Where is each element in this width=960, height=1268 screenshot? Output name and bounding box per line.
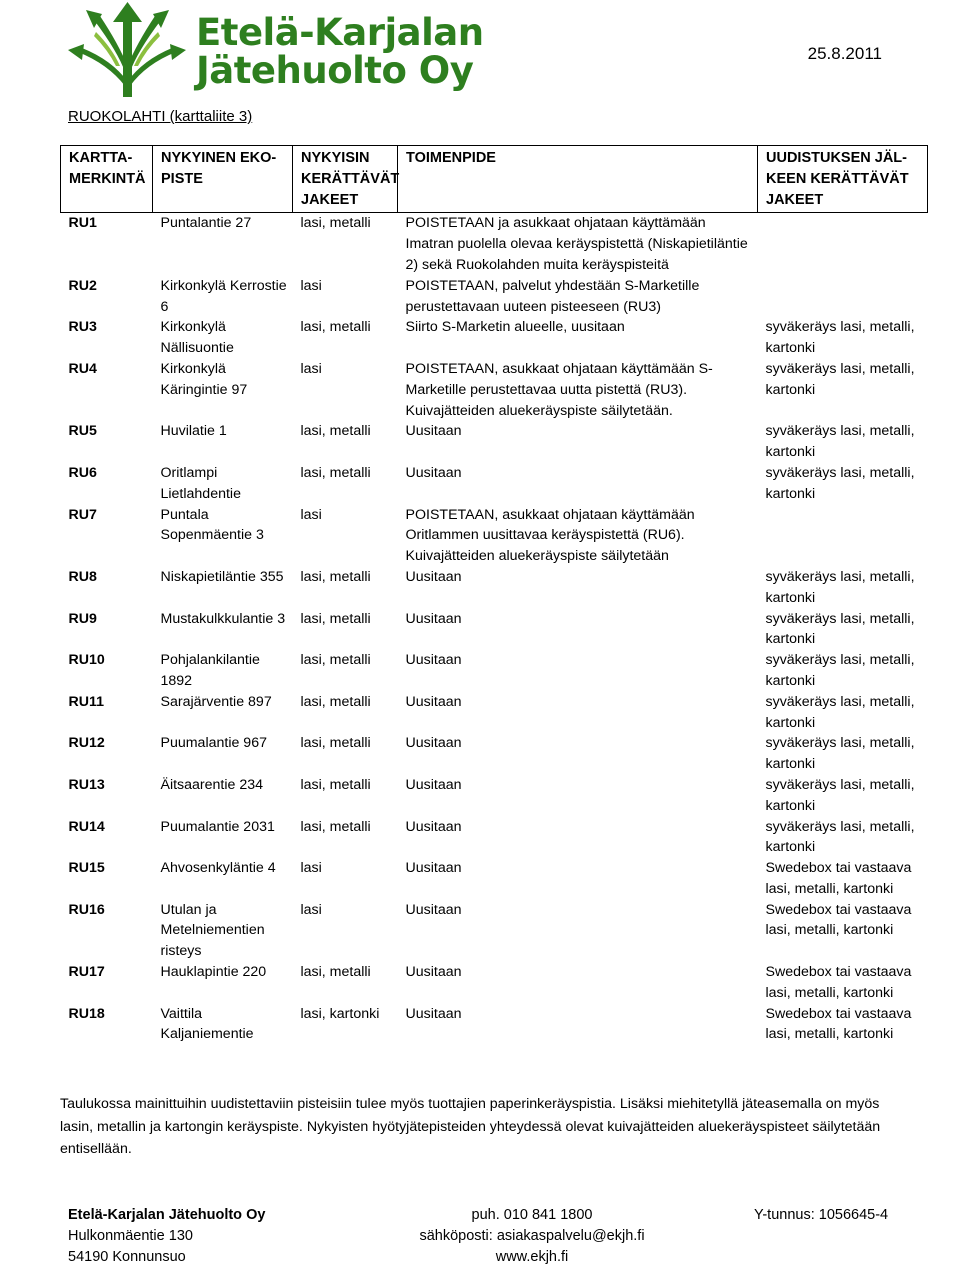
- row-location: Hauklapintie 220: [160, 964, 267, 981]
- row-future-fractions: Swedebox tai vastaava lasi, metalli, kartonki: [765, 901, 912, 939]
- table-header-row: [61, 146, 928, 213]
- row-current-fractions: lasi, metalli: [300, 464, 371, 481]
- row-action: Uusitaan: [405, 735, 462, 752]
- row-location: Puntala Sopenmäentie 3: [160, 506, 264, 544]
- row-current-fractions: lasi, metalli: [300, 215, 371, 232]
- row-action: Uusitaan: [405, 652, 462, 669]
- row-code: RU7: [68, 506, 97, 523]
- table-row: [61, 317, 928, 359]
- row-action: Uusitaan: [405, 568, 462, 585]
- row-location: Ahvosenkyläntie 4: [160, 860, 276, 877]
- row-code: RU5: [68, 423, 97, 440]
- row-code: RU9: [68, 610, 97, 627]
- header-current-fractions: NYKYISIN KERÄTTÄVÄT JAKEET: [293, 146, 398, 213]
- row-code: RU18: [68, 1005, 105, 1022]
- document-date: 25.8.2011: [807, 44, 882, 63]
- row-current-fractions: lasi: [300, 506, 322, 523]
- header-map-code: KARTTA- MERKINTÄ: [61, 146, 153, 213]
- row-code: RU14: [68, 818, 105, 835]
- row-action: Uusitaan: [405, 464, 462, 481]
- row-current-fractions: lasi, metalli: [300, 818, 371, 835]
- table-row: [61, 609, 928, 651]
- row-code: RU12: [68, 735, 105, 752]
- row-code: RU2: [68, 277, 97, 294]
- row-location: Oritlampi Lietlahdentie: [160, 464, 241, 502]
- row-future-fractions: Swedebox tai vastaava lasi, metalli, kartonki: [765, 1005, 912, 1043]
- table-body: [61, 213, 928, 1045]
- table-row: [61, 733, 928, 775]
- row-current-fractions: lasi, metalli: [300, 610, 371, 627]
- row-code: RU6: [68, 464, 97, 481]
- row-code: RU10: [68, 652, 105, 669]
- notes-paragraph: Taulukossa mainittuihin uudistettaviin pisteisiin tulee myös tuottajien paperinkeräyspistia. Lisäksi miehitetyllä jäteasemalla on myös lasin, metallin ja kartongin keräyspiste. Nykyisten hyötyjätepisteiden yhteydessä olevat kuivajätteiden aluekeräyspisteet säilytetään entisellään.: [60, 1096, 881, 1157]
- table-row: [61, 213, 928, 276]
- row-action: POISTETAAN, palvelut yhdestään S-Marketille perustettavaan uuteen pisteeseen (RU3): [405, 277, 700, 315]
- row-code: RU8: [68, 568, 97, 585]
- row-future-fractions: syväkeräys lasi, metalli, kartonki: [765, 464, 915, 502]
- row-action: Uusitaan: [405, 901, 462, 918]
- table-row: [61, 463, 928, 505]
- logo-line2: Jätehuolto Oy: [196, 49, 474, 92]
- footer-address2: 54190 Konnunsuo: [68, 1249, 186, 1265]
- row-location: Puumalantie 2031: [160, 818, 275, 835]
- row-location: Puumalantie 967: [160, 735, 267, 752]
- row-code: RU17: [68, 964, 105, 981]
- row-future-fractions: syväkeräys lasi, metalli, kartonki: [765, 610, 915, 648]
- footer-web[interactable]: www.ekjh.fi: [495, 1249, 569, 1265]
- header-current-point: NYKYINEN EKO- PISTE: [153, 146, 293, 213]
- row-location: Niskapietiläntie 355: [160, 568, 284, 585]
- row-current-fractions: lasi, metalli: [300, 423, 371, 440]
- row-location: Kirkonkylä Käringintie 97: [160, 360, 248, 398]
- row-location: Äitsaarentie 234: [160, 776, 264, 793]
- footer-email[interactable]: sähköposti: asiakaspalvelu@ekjh.fi: [419, 1228, 645, 1244]
- row-future-fractions: Swedebox tai vastaava lasi, metalli, kartonki: [765, 964, 912, 1001]
- row-current-fractions: lasi, metalli: [300, 735, 371, 752]
- row-current-fractions: lasi, metalli: [300, 319, 371, 336]
- row-future-fractions: syväkeräys lasi, metalli, kartonki: [765, 319, 915, 357]
- row-future-fractions: syväkeräys lasi, metalli, kartonki: [765, 360, 915, 398]
- row-action: POISTETAAN, asukkaat ohjataan käyttämään S-Marketille perustettavaa uutta pistettä (RU3). Kuivajätteiden aluekeräyspiste säilytetään.: [405, 360, 713, 419]
- row-location: Kirkonkylä Nällisuontie: [160, 319, 234, 357]
- table-row: [61, 962, 928, 1004]
- row-location: Utulan ja Metelniementien risteys: [160, 901, 265, 960]
- row-code: RU15: [68, 860, 105, 877]
- logo-wordmark: [196, 11, 484, 92]
- row-future-fractions: [758, 505, 928, 567]
- header-future-fractions: UUDISTUKSEN JÄL- KEEN KERÄTTÄVÄT JAKEET: [758, 146, 928, 213]
- row-location: Vaittila Kaljaniementie: [160, 1005, 254, 1043]
- row-current-fractions: lasi: [300, 277, 322, 294]
- row-action: Uusitaan: [405, 610, 462, 627]
- footer-company: Etelä-Karjalan Jätehuolto Oy: [68, 1207, 266, 1223]
- footer-address1: Hulkonmäentie 130: [68, 1228, 193, 1244]
- table-row: [61, 276, 928, 318]
- table-row: [61, 359, 928, 421]
- row-current-fractions: lasi: [300, 860, 322, 877]
- row-action: POISTETAAN, asukkaat ohjataan käyttämään Oritlammen uusittavaa keräyspistettä (RU6). Kuivajätteiden aluekeräyspiste säilytetään: [405, 506, 695, 565]
- row-action: Uusitaan: [405, 776, 462, 793]
- row-action: POISTETAAN ja asukkaat ohjataan käyttämään Imatran puolella olevaa keräyspistettä (Niskapietiläntie 2) sekä Ruokolahden muita keräyspisteitä: [405, 215, 748, 273]
- row-location: Mustakulkkulantie 3: [160, 610, 286, 627]
- row-location: Puntalantie 27: [160, 215, 252, 232]
- row-current-fractions: lasi, metalli: [300, 964, 371, 981]
- table-row: [61, 505, 928, 567]
- row-action: Uusitaan: [405, 860, 462, 877]
- table-row: [61, 900, 928, 962]
- table-row: [61, 775, 928, 817]
- footer-phone: puh. 010 841 1800: [471, 1207, 593, 1223]
- logo-line1: Etelä-Karjalan: [196, 11, 484, 54]
- row-code: RU1: [68, 215, 97, 232]
- row-action: Uusitaan: [405, 693, 462, 710]
- row-current-fractions: lasi, kartonki: [300, 1005, 380, 1022]
- row-future-fractions: [758, 276, 928, 318]
- row-future-fractions: syväkeräys lasi, metalli, kartonki: [765, 423, 915, 461]
- page-subtitle: RUOKOLAHTI (karttaliite 3): [68, 108, 253, 125]
- table-row: [61, 421, 928, 463]
- row-future-fractions: syväkeräys lasi, metalli, kartonki: [765, 735, 915, 773]
- row-current-fractions: lasi: [300, 901, 322, 918]
- row-current-fractions: lasi, metalli: [300, 652, 371, 669]
- footer-ytunnus: Y-tunnus: 1056645-4: [754, 1207, 889, 1223]
- row-code: RU3: [68, 319, 97, 336]
- row-future-fractions: Swedebox tai vastaava lasi, metalli, kartonki: [765, 860, 912, 897]
- row-future-fractions: syväkeräys lasi, metalli, kartonki: [765, 568, 915, 606]
- row-code: RU11: [68, 693, 104, 710]
- row-current-fractions: lasi: [300, 360, 322, 377]
- logo-arrows-icon: [68, 2, 186, 97]
- table-row: [61, 817, 928, 859]
- table-row: [61, 1004, 928, 1046]
- row-code: RU13: [68, 776, 105, 793]
- row-future-fractions: syväkeräys lasi, metalli, kartonki: [765, 776, 915, 814]
- row-future-fractions: syväkeräys lasi, metalli, kartonki: [765, 818, 915, 856]
- row-action: Uusitaan: [405, 818, 462, 835]
- row-future-fractions: syväkeräys lasi, metalli, kartonki: [765, 652, 915, 689]
- table-row: [61, 567, 928, 609]
- row-action: Uusitaan: [405, 423, 462, 440]
- collection-points-table: [60, 145, 928, 1045]
- row-code: RU4: [68, 360, 97, 377]
- row-action: Uusitaan: [405, 1005, 462, 1022]
- row-current-fractions: lasi, metalli: [300, 693, 371, 710]
- row-location: Kirkonkylä Kerrostie 6: [160, 277, 287, 315]
- header-action: TOIMENPIDE: [398, 146, 758, 213]
- row-future-fractions: [758, 213, 928, 276]
- row-current-fractions: lasi, metalli: [300, 568, 371, 585]
- row-location: Pohjalankilantie 1892: [160, 652, 260, 689]
- row-location: Huvilatie 1: [160, 423, 227, 440]
- page-header: [60, 0, 940, 100]
- row-action: Uusitaan: [405, 964, 462, 981]
- row-future-fractions: syväkeräys lasi, metalli, kartonki: [765, 693, 915, 731]
- table-row: [61, 650, 928, 692]
- table-row: [61, 692, 928, 734]
- row-current-fractions: lasi, metalli: [300, 776, 371, 793]
- row-action: Siirto S-Marketin alueelle, uusitaan: [405, 319, 625, 336]
- row-location: Sarajärventie 897: [160, 693, 272, 710]
- row-code: RU16: [68, 901, 105, 918]
- table-row: [61, 858, 928, 900]
